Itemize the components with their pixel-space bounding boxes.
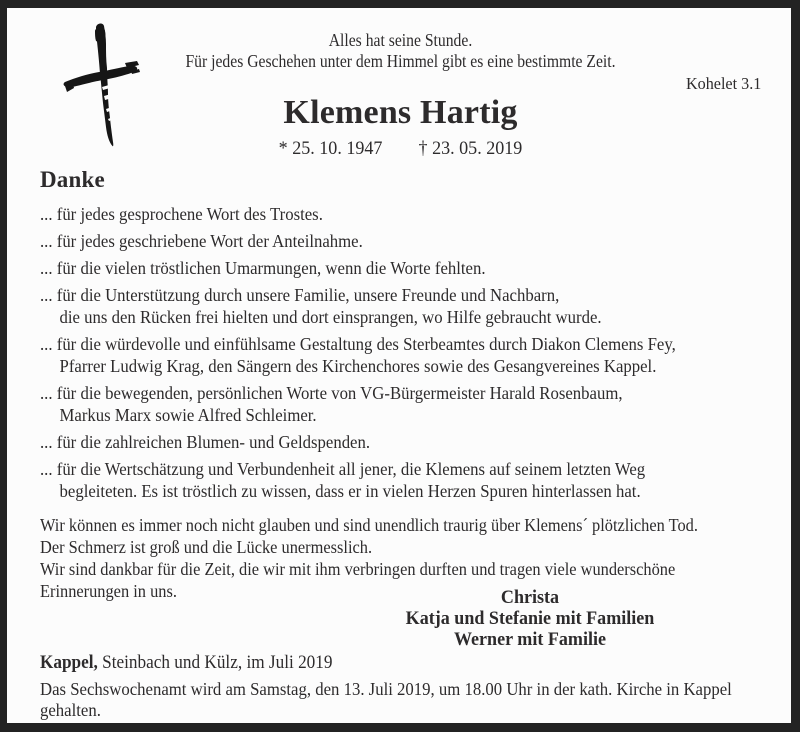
closing-line: Erinnerungen in uns. [40, 581, 177, 601]
thanks-item [40, 431, 761, 453]
dateline-text [40, 652, 332, 674]
closing-line: Wir sind dankbar für die Zeit, die wir mit ihm verbringen durften und tragen viele wunderschöne [40, 559, 676, 579]
thanks-item [40, 333, 761, 377]
thanks-line: ... für die vielen tröstlichen Umarmungen, wenn die Worte fehlten. [40, 258, 486, 278]
thanks-line: Pfarrer Ludwig Krag, den Sängern des Kirchenchores sowie des Gesangvereines Kappel. [59, 356, 657, 376]
thanks-line: die uns den Rücken frei hielten und dort einsprangen, wo Hilfe gebraucht wurde. [59, 307, 602, 327]
service-line: Das Sechswochenamt wird am Samstag, den 13. Juli 2019, um 18.00 Uhr in der kath. Kirche in Kappel [40, 679, 732, 699]
death-date: † 23. 05. 2019 [418, 138, 523, 159]
birth-date: * 25. 10. 1947 [278, 138, 383, 159]
thanks-item [40, 458, 761, 502]
dateline-rest: Steinbach und Külz, im Juli 2019 [97, 653, 333, 673]
thanks-line: begleiteten. Es ist tröstlich zu wissen, dass er in vielen Herzen Spuren hinterlassen hat. [59, 481, 641, 501]
service-line: gehalten. [40, 700, 101, 720]
signature-line: Christa [500, 587, 560, 608]
thanks-item [40, 203, 761, 225]
service-announcement [40, 679, 761, 721]
scripture-quote [40, 30, 761, 72]
thanks-line: ... für jedes gesprochene Wort des Trostes. [40, 204, 323, 224]
thanks-line: ... für die Wertschätzung und Verbundenheit all jener, die Klemens auf seinem letzten Weg [40, 459, 646, 479]
quote-source [40, 74, 761, 94]
life-dates [58, 138, 743, 160]
place-name: Kappel, [40, 653, 98, 673]
signature-line: Katja und Stefanie mit Familien [405, 608, 655, 629]
thanks-line: ... für die bewegenden, persönlichen Worte von VG-Bürgermeister Harald Rosenbaum, [40, 383, 623, 403]
thanks-item [40, 230, 761, 252]
quote-line-2: Für jedes Geschehen unter dem Himmel gibt es eine bestimmte Zeit. [185, 51, 616, 71]
thanks-line: ... für die Unterstützung durch unsere Familie, unsere Freunde und Nachbarn, [40, 285, 560, 305]
thanks-line: ... für die zahlreichen Blumen- und Geldspenden. [40, 432, 371, 452]
closing-line: Der Schmerz ist groß und die Lücke unermesslich. [40, 537, 373, 557]
deceased-name: Klemens Hartig [283, 94, 518, 131]
family-signatures [380, 587, 680, 650]
closing-line: Wir können es immer noch nicht glauben und sind unendlich traurig über Klemens´ plötzlichen Tod. [40, 515, 698, 535]
thanks-item [40, 257, 761, 279]
place-dateline [40, 652, 761, 674]
thanks-list [40, 203, 761, 502]
thanks-line: ... für jedes geschriebene Wort der Anteilnahme. [40, 231, 363, 251]
thanks-line: ... für die würdevolle und einfühlsame Gestaltung des Sterbeamtes durch Diakon Clemens Fey, [40, 334, 676, 354]
obituary-card [7, 8, 791, 723]
quote-source-text: Kohelet 3.1 [685, 74, 761, 93]
signature-line: Werner mit Familie [453, 629, 607, 650]
thanks-line: Markus Marx sowie Alfred Schleimer. [59, 405, 317, 425]
quote-line-1: Alles hat seine Stunde. [328, 30, 473, 50]
thanks-item [40, 382, 761, 426]
thanks-item [40, 284, 761, 328]
thanks-heading: Danke [40, 167, 105, 192]
